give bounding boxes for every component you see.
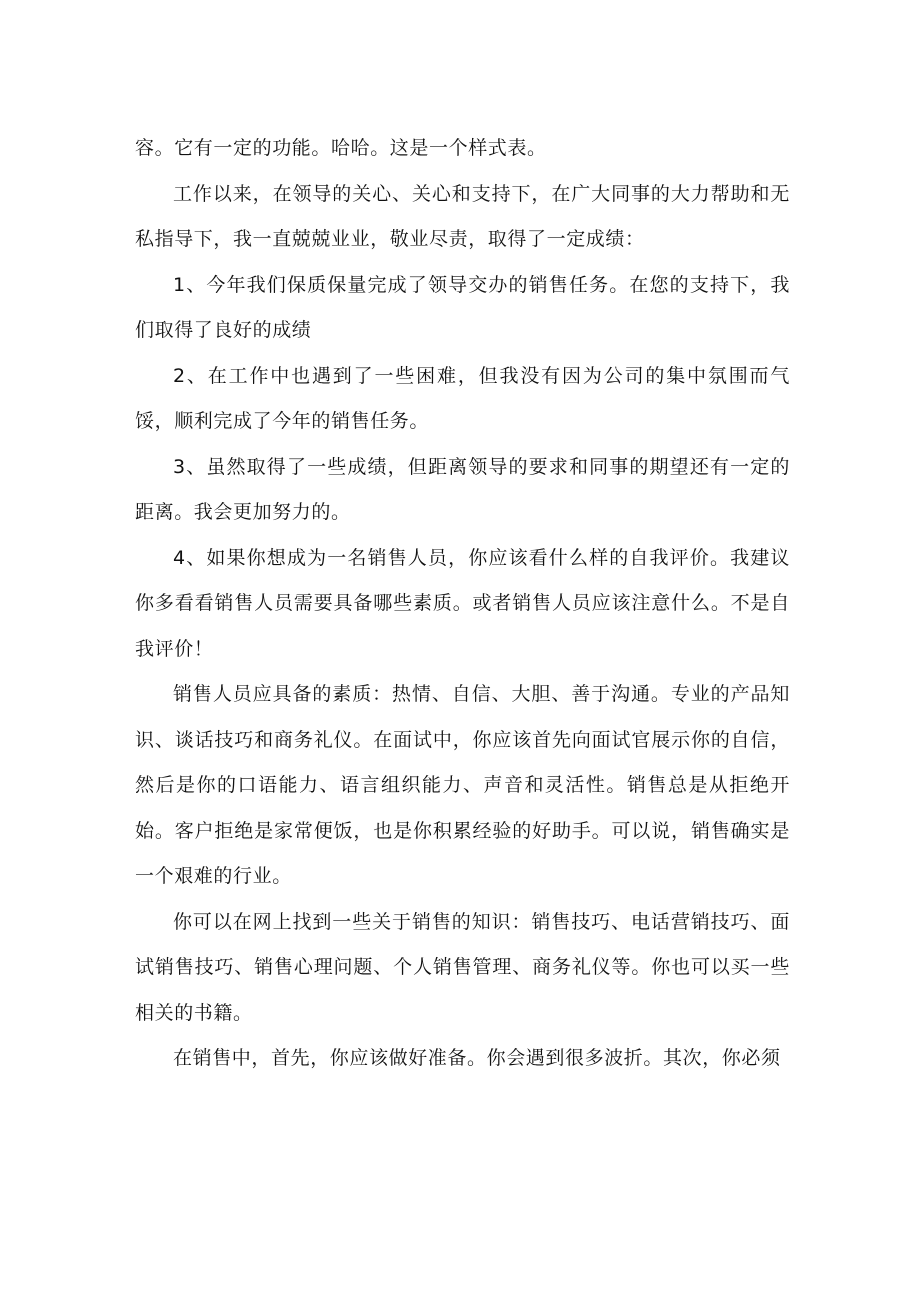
document-body: [135, 126, 790, 1082]
paragraph-9: 在销售中，首先，你应该做好准备。你会遇到很多波折。其次，你必须: [173, 1047, 781, 1069]
paragraph-6: 4、如果你想成为一名销售人员，你应该看什么样的自我评价。我建议你多看看销售人员需要具备哪些素质。或者销售人员应该注意什么。不是自我评价！: [135, 546, 790, 660]
paragraph-7: 销售人员应具备的素质：热情、自信、大胆、善于沟通。专业的产品知识、谈话技巧和商务礼仪。在面试中，你应该首先向面试官展示你的自信，然后是你的口语能力、语言组织能力、声音和灵活性。销售总是从拒绝开始。客户拒绝是家常便饭，也是你积累经验的好助手。可以说，销售确实是一个艰难的行业。: [135, 683, 790, 887]
paragraph-5: 3、虽然取得了一些成绩，但距离领导的要求和同事的期望还有一定的距离。我会更加努力的。: [135, 455, 790, 523]
paragraph-8: 你可以在网上找到一些关于销售的知识：销售技巧、电话营销技巧、面试销售技巧、销售心理问题、个人销售管理、商务礼仪等。你也可以买一些相关的书籍。: [135, 910, 790, 1024]
paragraph-4: 2、在工作中也遇到了一些困难，但我没有因为公司的集中氛围而气馁，顺利完成了今年的销售任务。: [135, 364, 790, 432]
paragraph-3: 1、今年我们保质保量完成了领导交办的销售任务。在您的支持下，我们取得了良好的成绩: [135, 273, 790, 341]
paragraph-2: 工作以来，在领导的关心、关心和支持下，在广大同事的大力帮助和无私指导下，我一直兢兢业业，敬业尽责，取得了一定成绩：: [135, 182, 790, 250]
paragraph-1: 容。它有一定的功能。哈哈。这是一个样式表。: [135, 137, 547, 159]
